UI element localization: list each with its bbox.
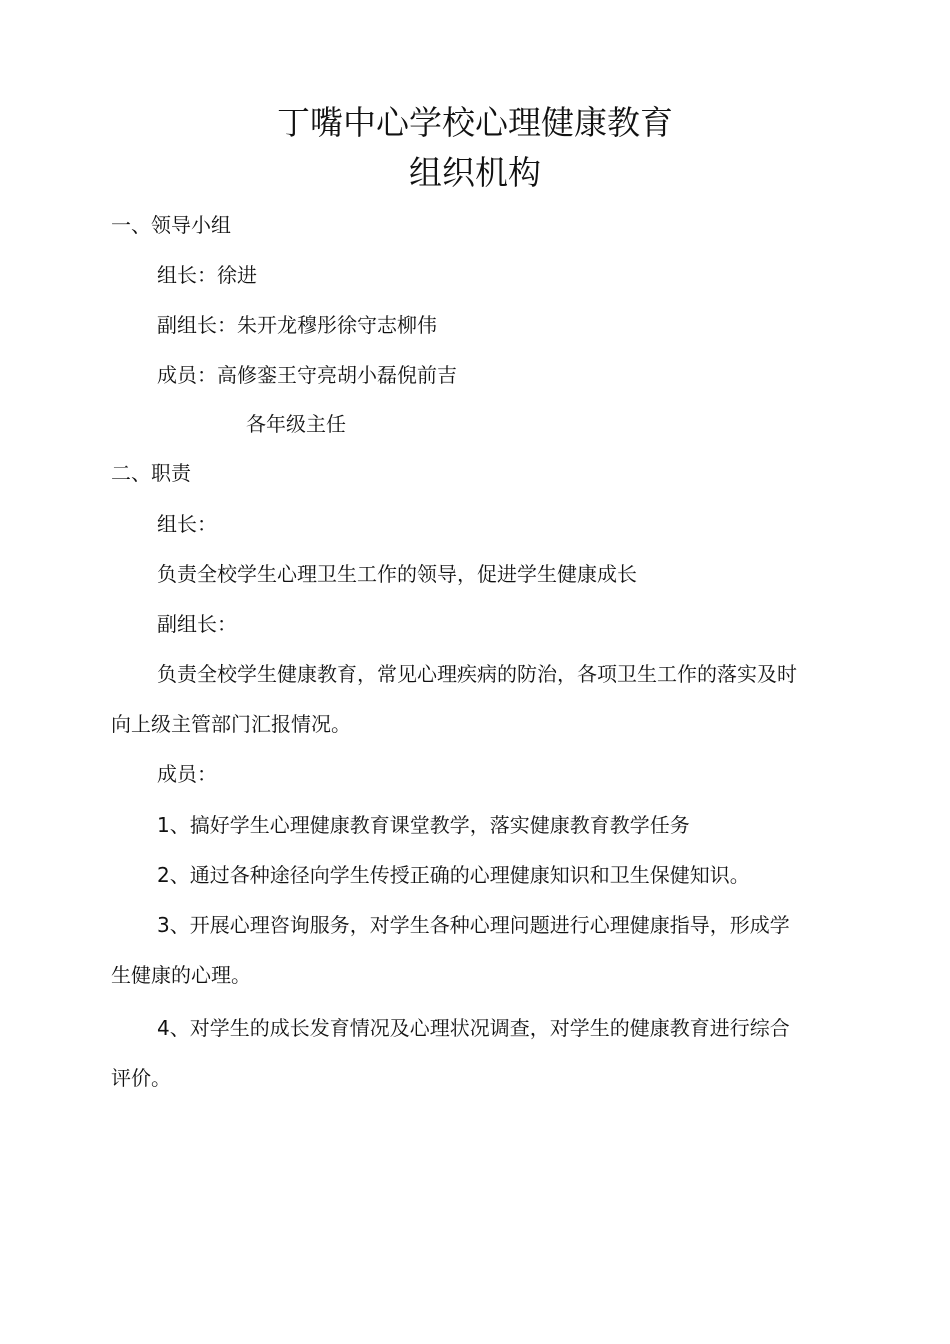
duty-item-3: 3、开展心理咨询服务，对学生各种心理问题进行心理健康指导，形成学 (157, 913, 790, 937)
deputy-line: 副组长：朱开龙穆彤徐守志柳伟 (157, 313, 437, 337)
duty-item-4: 4、对学生的成长发育情况及心理状况调查，对学生的健康教育进行综合 (157, 1016, 790, 1040)
leader-duty-label: 组长： (157, 512, 217, 536)
leader-line: 组长：徐进 (157, 263, 257, 287)
duty-item-4-continuation: 评价。 (111, 1066, 171, 1090)
section1-heading: 一、领导小组 (111, 213, 231, 237)
members-duty-label: 成员： (157, 762, 217, 786)
document-title-line2: 组织机构 (409, 153, 541, 192)
duty-item-1: 1、搞好学生心理健康教育课堂教学，落实健康教育教学任务 (157, 813, 690, 837)
duty-item-2: 2、通过各种途径向学生传授正确的心理健康知识和卫生保健知识。 (157, 863, 750, 887)
deputy-duty-label: 副组长： (157, 612, 237, 636)
members-line: 成员：高修銮王守亮胡小磊倪前吉 (157, 363, 457, 387)
members-continuation: 各年级主任 (246, 412, 346, 436)
duty-item-3-continuation: 生健康的心理。 (111, 963, 251, 987)
deputy-duty-text-line2: 向上级主管部门汇报情况。 (111, 712, 351, 736)
section2-heading: 二、职责 (111, 461, 191, 485)
deputy-duty-text-line1: 负责全校学生健康教育，常见心理疾病的防治，各项卫生工作的落实及时 (157, 662, 797, 686)
document-title-line1: 丁嘴中心学校心理健康教育 (277, 103, 673, 142)
leader-duty-text: 负责全校学生心理卫生工作的领导，促进学生健康成长 (157, 562, 637, 586)
